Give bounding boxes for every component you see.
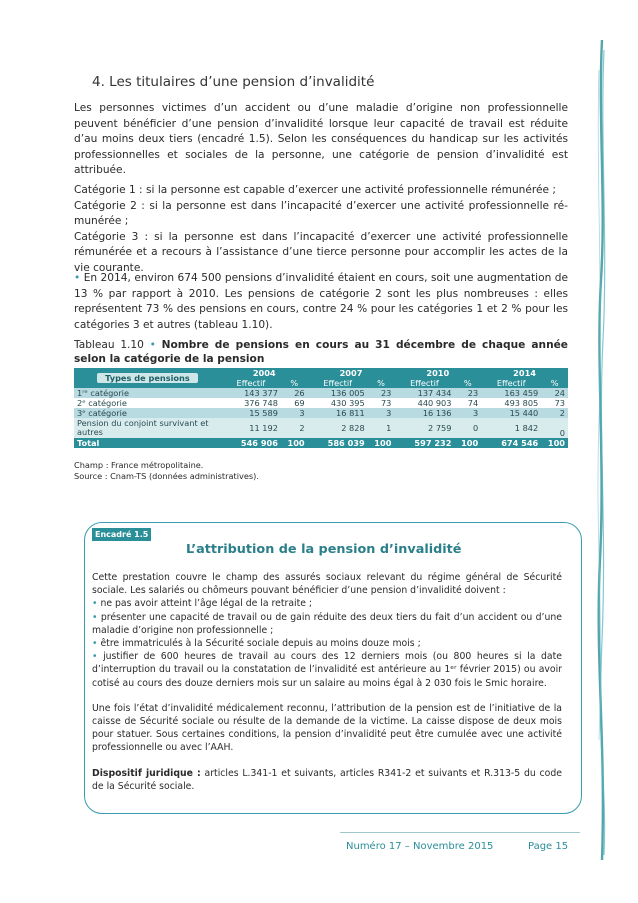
row-label: 2ᵉ catégorie: [74, 398, 221, 408]
cell: 3: [454, 408, 481, 418]
types-header: Types de pensions: [74, 368, 221, 388]
footer-divider: [340, 832, 580, 833]
bullet-icon: •: [92, 638, 98, 650]
encadre-tag: Encadré 1.5: [92, 528, 151, 541]
cell: 493 805: [481, 398, 541, 408]
encadre-body: [92, 571, 562, 793]
pct-header: %: [368, 378, 395, 388]
cell: 137 434: [394, 388, 454, 398]
year-header: 2014: [481, 368, 568, 378]
table-row: [74, 418, 568, 438]
bullet-icon: •: [92, 611, 98, 623]
cell: 11 192: [221, 418, 281, 438]
bullet-icon: •: [92, 598, 98, 610]
cell: 15 440: [481, 408, 541, 418]
year-header: 2010: [394, 368, 481, 378]
cell: 16 811: [308, 408, 368, 418]
cell: 3: [281, 408, 308, 418]
table-row: [74, 398, 568, 408]
cell: 163 459: [481, 388, 541, 398]
cell: 2 828: [308, 418, 368, 438]
cell: 100: [368, 438, 395, 448]
effectif-header: Effectif: [481, 378, 541, 388]
bullet-icon: •: [92, 651, 98, 663]
row-label: Total: [74, 438, 221, 448]
footer-issue: Numéro 17 – Novembre 2015: [346, 841, 494, 852]
table-row: [74, 388, 568, 398]
cell: 136 005: [308, 388, 368, 398]
year-header: 2007: [308, 368, 395, 378]
encadre-bullet: justifier de 600 heures de travail au cours des 12 derniers mois (ou 800 heures si la date d’interruption du travail ou la constatation de l’invalidité est antérieure au 1ᵉʳ février 2015) ou avoir cotisé au cours des douze derniers mois sur un salaire au moins égal à 2 030 fois le Smic horaire.: [92, 651, 562, 689]
effectif-header: Effectif: [221, 378, 281, 388]
table-title-text: Nombre de pensions en cours au 31 décembre de chaque année selon la catégorie de la pension: [74, 339, 568, 366]
row-label: Pension du conjoint survivant et autres: [74, 418, 221, 438]
legal-label: Dispositif juridique :: [92, 767, 201, 779]
cell: 597 232: [394, 438, 454, 448]
cell: 0: [541, 418, 568, 438]
categories-list: [74, 183, 568, 277]
cell: 1: [368, 418, 395, 438]
key-fact-paragraph: [74, 271, 568, 333]
table-notes: [74, 460, 259, 482]
row-label: 3ᵉ catégorie: [74, 408, 221, 418]
table-total-row: [74, 438, 568, 448]
table-header-years: [74, 368, 568, 378]
decorative-brush-edge: [590, 40, 614, 860]
cell: 2 759: [394, 418, 454, 438]
table-note-source: Source : Cnam-TS (données administratives).: [74, 471, 259, 481]
encadre-title: L’attribution de la pension d’invalidité: [186, 542, 462, 557]
encadre-paragraph-2: Une fois l’état d’invalidité médicalement reconnu, l’attribution de la pension est de l’initiative de la caisse de Sécurité sociale ou résulte de la demande de la victime. La caisse dispose de deux mois pour statuer. Sous certaines conditions, la pension d’invalidité peut être cumulée avec une activité professionnelle ou avec l’AAH.: [92, 702, 562, 754]
table-row: [74, 408, 568, 418]
effectif-header: Effectif: [394, 378, 454, 388]
pensions-table: [74, 368, 568, 448]
category-1: Catégorie 1 : si la personne est capable d’exercer une activité professionnelle rémunérée ;: [74, 184, 556, 196]
cell: 2: [281, 418, 308, 438]
footer-page-number: Page 15: [528, 841, 569, 852]
cell: 546 906: [221, 438, 281, 448]
cell: 100: [541, 438, 568, 448]
cell: 23: [454, 388, 481, 398]
cell: 2: [541, 408, 568, 418]
cell: 15 589: [221, 408, 281, 418]
encadre-intro: Cette prestation couvre le champ des assurés sociaux relevant du régime général de Sécurité sociale. Les salariés ou chômeurs pouvant bénéficier d’une pension d’invalidité doivent :: [92, 572, 562, 597]
cell: 674 546: [481, 438, 541, 448]
pct-header: %: [454, 378, 481, 388]
year-header: 2004: [221, 368, 308, 378]
cell: 100: [454, 438, 481, 448]
table-note-scope: Champ : France métropolitaine.: [74, 460, 204, 470]
legal-text: articles L.341-1 et suivants, articles R341-2 et suivants et R.313-5 du code de la Sécurité sociale.: [92, 767, 562, 792]
key-fact-text: En 2014, environ 674 500 pensions d’invalidité étaient en cours, soit une augmentation de 13 % par rapport à 2010. Les pensions de catégorie 2 sont les plus nombreuses : elles représentent 73 % des pensions en cours, contre 24 % pour les catégories 1 et 2 % pour les catégories 3 et autres (tableau 1.10).: [74, 272, 568, 331]
cell: 24: [541, 388, 568, 398]
cell: 1 842: [481, 418, 541, 438]
cell: 69: [281, 398, 308, 408]
cell: 440 903: [394, 398, 454, 408]
cell: 16 136: [394, 408, 454, 418]
cell: 376 748: [221, 398, 281, 408]
cell: 73: [368, 398, 395, 408]
cell: 430 395: [308, 398, 368, 408]
intro-text: Les personnes victimes d’un accident ou d’une maladie d’origine non professionnelle peuvent bénéficier d’une pension d’invalidité lorsque leur capacité de travail est réduite d’au moins deux tiers (encadré 1.5). Selon les conséquences du handicap sur les activités professionnelles et sociales de la personne, une catégorie de pension d’invalidité est attribuée.: [74, 102, 568, 177]
category-2: Catégorie 2 : si la personne est dans l’incapacité d’exercer une activité professionnelle ré-munérée ;: [74, 199, 568, 228]
cell: 143 377: [221, 388, 281, 398]
cell: 586 039: [308, 438, 368, 448]
intro-paragraph: [74, 101, 568, 179]
encadre-bullet: être immatriculés à la Sécurité sociale depuis au moins douze mois ;: [100, 638, 421, 650]
pct-header: %: [541, 378, 568, 388]
encadre-bullet: présenter une capacité de travail ou de gain réduite des deux tiers du fait d’un accident ou d’une maladie d’origine non professionnelle ;: [92, 611, 562, 636]
table-label: Tableau 1.10: [74, 339, 144, 351]
cell: 74: [454, 398, 481, 408]
bullet-icon: •: [74, 272, 81, 284]
row-label: 1ʳᵉ catégorie: [74, 388, 221, 398]
cell: 23: [368, 388, 395, 398]
section-heading: 4. Les titulaires d’une pension d’invalidité: [92, 74, 375, 90]
cell: 73: [541, 398, 568, 408]
effectif-header: Effectif: [308, 378, 368, 388]
cell: 100: [281, 438, 308, 448]
category-3: Catégorie 3 : si la personne est dans l’incapacité d’exercer une activité professionnelle rémunérée et a recours à l’assistance d’une tierce personne pour accomplir les actes de la vie courante.: [74, 230, 568, 274]
bullet-icon: •: [149, 339, 156, 351]
pct-header: %: [281, 378, 308, 388]
encadre-bullet: ne pas avoir atteint l’âge légal de la retraite ;: [100, 598, 313, 610]
cell: 0: [454, 418, 481, 438]
cell: 3: [368, 408, 395, 418]
cell: 26: [281, 388, 308, 398]
table-title: [74, 338, 568, 367]
